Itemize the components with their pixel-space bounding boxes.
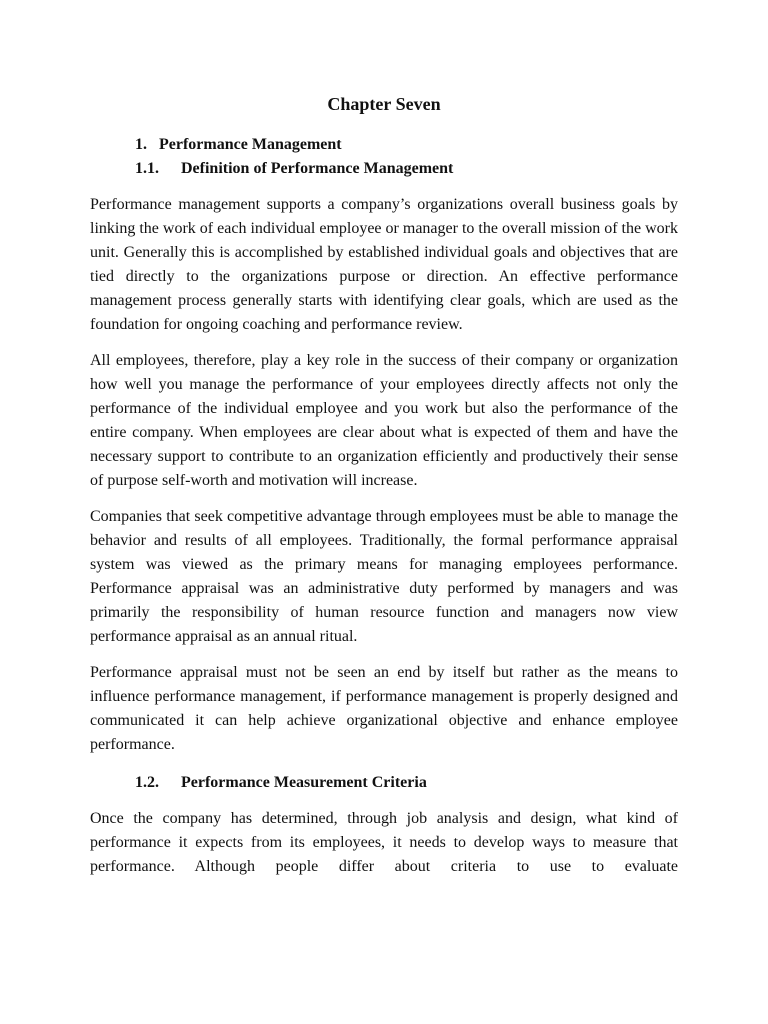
- section-number: 1.2.: [135, 774, 159, 791]
- chapter-title: Chapter Seven: [327, 94, 441, 114]
- paragraph: Companies that seek competitive advantage through employees must be able to manage the behavior and results of all employees. Traditionally, the formal performance appraisal system was viewed as the primary means for managing employees performance. Performance appraisal was an administrative duty performed by managers and was primarily the responsibility of human resource function and managers now view performance appraisal as an annual ritual.: [90, 508, 678, 645]
- section-heading-1-2: [90, 771, 678, 795]
- section-heading-1: [90, 133, 678, 157]
- section-number: 1.1.: [135, 160, 159, 177]
- section-number: 1.: [135, 136, 147, 153]
- section-title: Performance Measurement Criteria: [181, 774, 427, 791]
- section-title: Definition of Performance Management: [181, 160, 454, 177]
- section-title: Performance Management: [159, 136, 342, 153]
- paragraph: All employees, therefore, play a key role in the success of their company or organization how well you manage the performance of your employees directly affects not only the performance of the individual employee and you work but also the performance of the entire company. When employees are clear about what is expected of them and have the necessary support to contribute to an organization efficiently and productively their sense of purpose self-worth and motivation will increase.: [90, 352, 678, 489]
- section-heading-1-1: [90, 157, 678, 181]
- paragraph: Performance management supports a company’s organizations overall business goals by linking the work of each individual employee or manager to the overall mission of the work unit. Generally this is accomplished by established individual goals and objectives that are tied directly to the organizations purpose or direction. An effective performance management process generally starts with identifying clear goals, which are used as the foundation for ongoing coaching and performance review.: [90, 196, 678, 333]
- paragraph: Performance appraisal must not be seen an end by itself but rather as the means to influence performance management, if performance management is properly designed and communicated it can help achieve organizational objective and enhance employee performance.: [90, 664, 678, 753]
- paragraph: Once the company has determined, through job analysis and design, what kind of performance it expects from its employees, it needs to develop ways to measure that performance. Although people differ about criteria to use to evaluate: [90, 810, 678, 875]
- document-page: [90, 90, 678, 879]
